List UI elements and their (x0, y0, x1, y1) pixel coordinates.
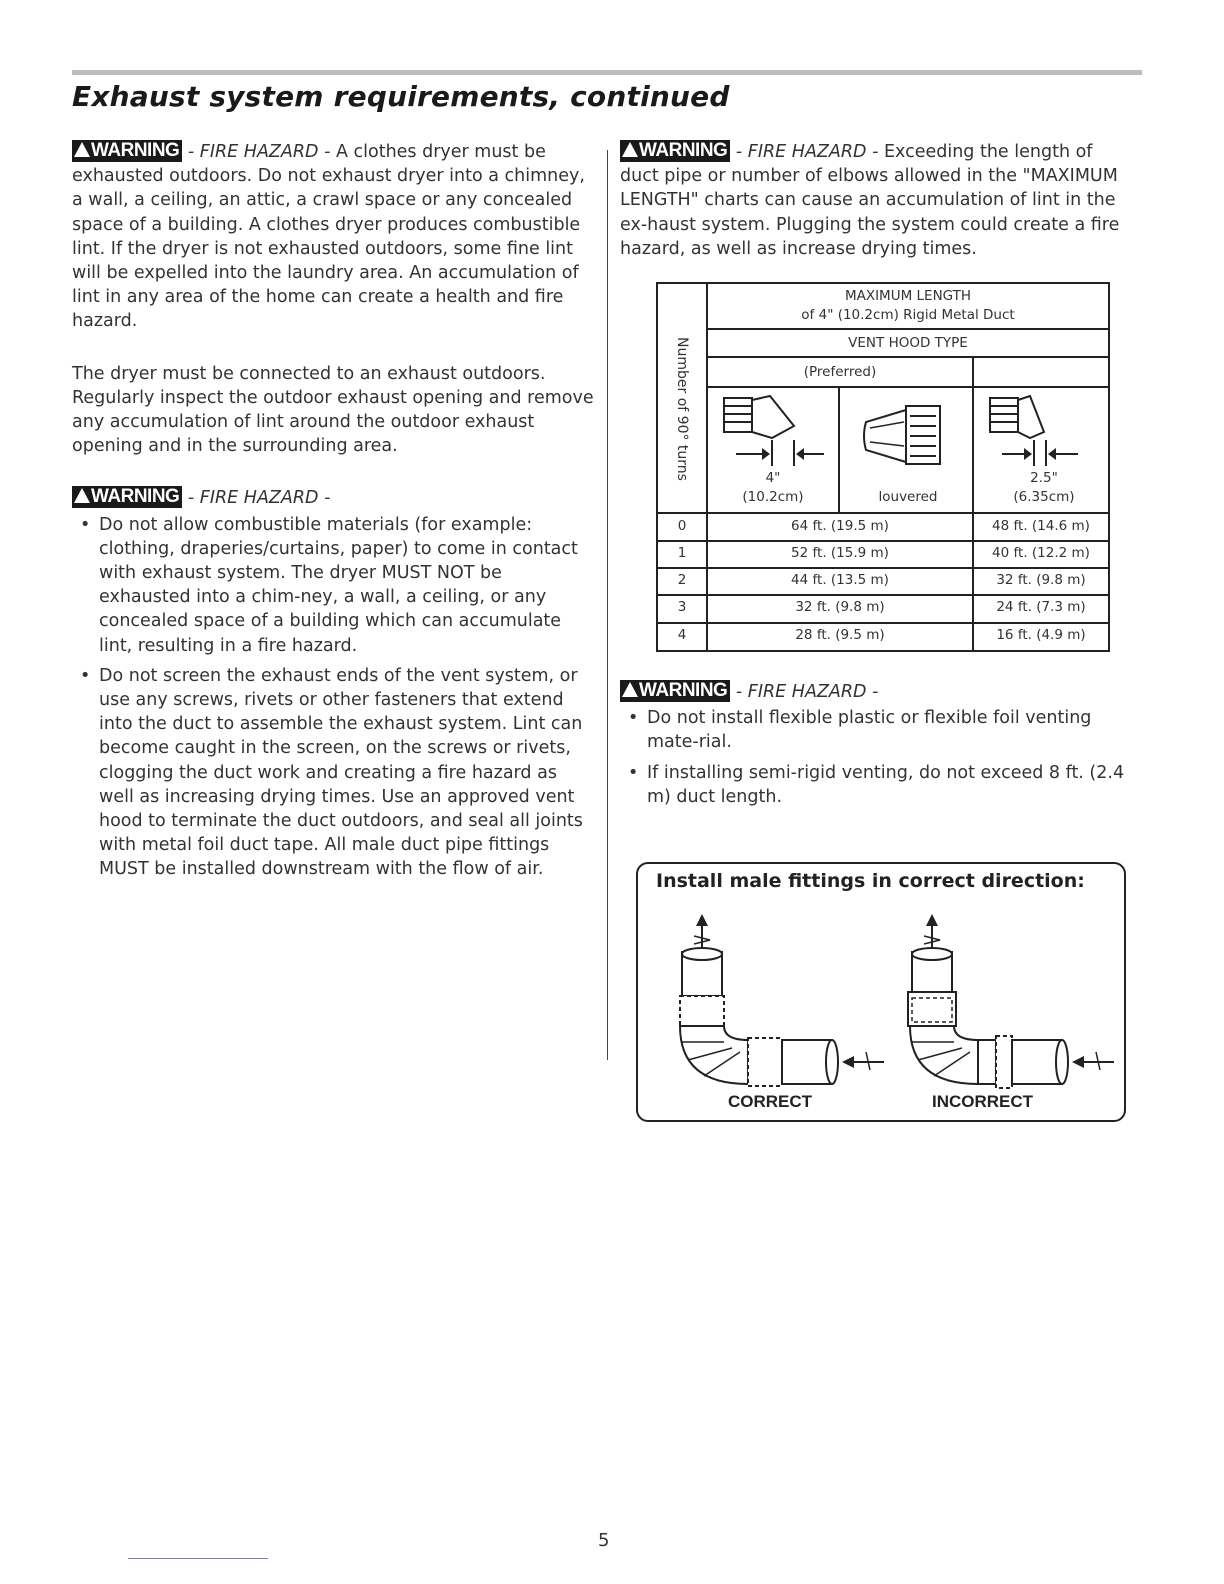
hazard-label: - FIRE HAZARD - (187, 142, 331, 162)
correct-label: CORRECT (728, 1092, 813, 1111)
fittings-title: Install male fittings in correct direction: (656, 870, 1085, 892)
warning-bullet-list (72, 513, 594, 882)
other-length-cell: 40 ft. (12.2 m) (992, 545, 1090, 561)
other-length-cell: 32 ft. (9.8 m) (996, 572, 1086, 588)
top-rule (72, 70, 1142, 75)
preferred-label: (Preferred) (803, 364, 877, 380)
table-divider (706, 356, 1108, 358)
warning-text: Exceeding the length of duct pipe or number of elbows allowed in the "MAXIMUM LENGTH" charts can cause an accumulation of lint in the ex-haust system. Plugging the system could create a fire hazard, as well as increase drying times. (620, 142, 1120, 259)
male-fittings-diagram (636, 862, 1126, 1122)
warning-block-1 (72, 140, 594, 334)
warning-triangle-icon (74, 488, 90, 503)
hood-2-5in-icon (984, 392, 1100, 472)
warning-text: A clothes dryer must be exhausted outdoors. Do not exhaust dryer into a chimney, a wall, a ceiling, an attic, a crawl space or any concealed space of a building. A clothes dryer produces combustible lint. If the dryer is not exhausted outdoors, some fine lint will be expelled into the laundry area. An accumulation of lint in any area of the home can create a health and fire hazard. (72, 142, 585, 332)
preferred-length-cell: 32 ft. (9.8 m) (795, 599, 885, 615)
hazard-label: - FIRE HAZARD - (735, 142, 879, 162)
column-divider (607, 150, 608, 1060)
list-item: • Do not screen the exhaust ends of the vent system, or use any screws, rivets or other fasteners that extend into the duct to assemble the exhaust system. Lint can become caught in the screen, on the screws or rivets, clogging the duct work and creating a fire hazard as well as increasing drying times. Use an approved vent hood to terminate the duct outdoors, and seal all joints with metal foil duct tape. All male duct pipe fittings MUST be installed downstream with the flow of air. (72, 664, 594, 882)
hood-4in-icon (720, 392, 830, 472)
table-header-title: MAXIMUM LENGTH (844, 288, 972, 304)
preferred-length-cell: 28 ft. (9.5 m) (795, 627, 885, 643)
hazard-label: - FIRE HAZARD - (735, 682, 879, 702)
table-header-subtitle: of 4" (10.2cm) Rigid Metal Duct (801, 307, 1015, 323)
table-divider (658, 567, 1108, 569)
warning-block-2 (72, 486, 594, 881)
louvered-label: louvered (878, 489, 938, 505)
warning-badge-label: WARNING (91, 140, 180, 161)
warning-badge (72, 140, 182, 162)
hood-2-5in-size-cm: (6.35cm) (1013, 489, 1075, 505)
warning-badge-label: WARNING (639, 680, 728, 701)
incorrect-fitting-icon (898, 912, 1128, 1092)
vent-hood-type-header: VENT HOOD TYPE (848, 335, 968, 351)
louvered-hood-icon (858, 402, 958, 472)
correct-fitting-icon (668, 912, 898, 1092)
warning-badge (620, 680, 730, 702)
hood-4in-size: 4" (765, 470, 781, 486)
turns-cell: 3 (677, 599, 687, 615)
list-item: • Do not allow combustible materials (for example: clothing, draperies/curtains, paper) to come in contact with exhaust system. The dryer MUST NOT be exhausted into a chim-ney, a wall, a ceiling, or any concealed space of a building which can accumulate lint, resulting in a fire hazard. (72, 513, 594, 658)
page-title: Exhaust system requirements, continued (72, 80, 730, 113)
max-length-table (656, 282, 1110, 652)
table-divider (658, 512, 1108, 514)
list-item: • Do not install flexible plastic or flexible foil venting mate-rial. (620, 706, 1134, 754)
warning-triangle-icon (622, 682, 638, 697)
table-divider (706, 386, 1108, 388)
warning-bullet-list (620, 706, 1134, 809)
list-item: • If installing semi-rigid venting, do not exceed 8 ft. (2.4 m) duct length. (620, 761, 1134, 809)
turns-cell: 1 (677, 545, 687, 561)
turns-cell: 0 (677, 518, 687, 534)
preferred-length-cell: 44 ft. (13.5 m) (791, 572, 889, 588)
warning-badge (72, 486, 182, 508)
footer-rule (128, 1558, 268, 1559)
incorrect-label: INCORRECT (932, 1092, 1034, 1111)
other-length-cell: 16 ft. (4.9 m) (996, 627, 1086, 643)
turns-cell: 4 (677, 627, 687, 643)
warning-triangle-icon (622, 142, 638, 157)
left-column (72, 140, 594, 888)
preferred-length-cell: 52 ft. (15.9 m) (791, 545, 889, 561)
hood-2-5in-size: 2.5" (1030, 470, 1058, 486)
warning-triangle-icon (74, 142, 90, 157)
table-divider (838, 386, 840, 512)
page-number: 5 (598, 1530, 610, 1551)
turns-axis-label (662, 314, 702, 504)
warning-block-3 (620, 140, 1134, 261)
preferred-length-cell: 64 ft. (19.5 m) (791, 518, 889, 534)
other-length-cell: 48 ft. (14.6 m) (992, 518, 1090, 534)
right-column (620, 140, 1134, 261)
other-length-cell: 24 ft. (7.3 m) (996, 599, 1086, 615)
hazard-label: - FIRE HAZARD - (187, 488, 331, 509)
table-divider (658, 540, 1108, 542)
turns-axis-text: Number of 90° turns (674, 337, 690, 481)
table-divider (706, 328, 1108, 330)
hood-4in-size-cm: (10.2cm) (742, 489, 804, 505)
warning-badge-label: WARNING (91, 486, 180, 508)
turns-cell: 2 (677, 572, 687, 588)
warning-badge (620, 140, 730, 162)
warning-badge-label: WARNING (639, 140, 728, 161)
table-divider (658, 594, 1108, 596)
exhaust-paragraph: The dryer must be connected to an exhaust outdoors. Regularly inspect the outdoor exhaust opening and remove any accumulation of lint around the outdoor exhaust opening and in the surrounding area. (72, 363, 594, 457)
warning-block-4 (620, 680, 1134, 815)
table-divider (658, 622, 1108, 624)
